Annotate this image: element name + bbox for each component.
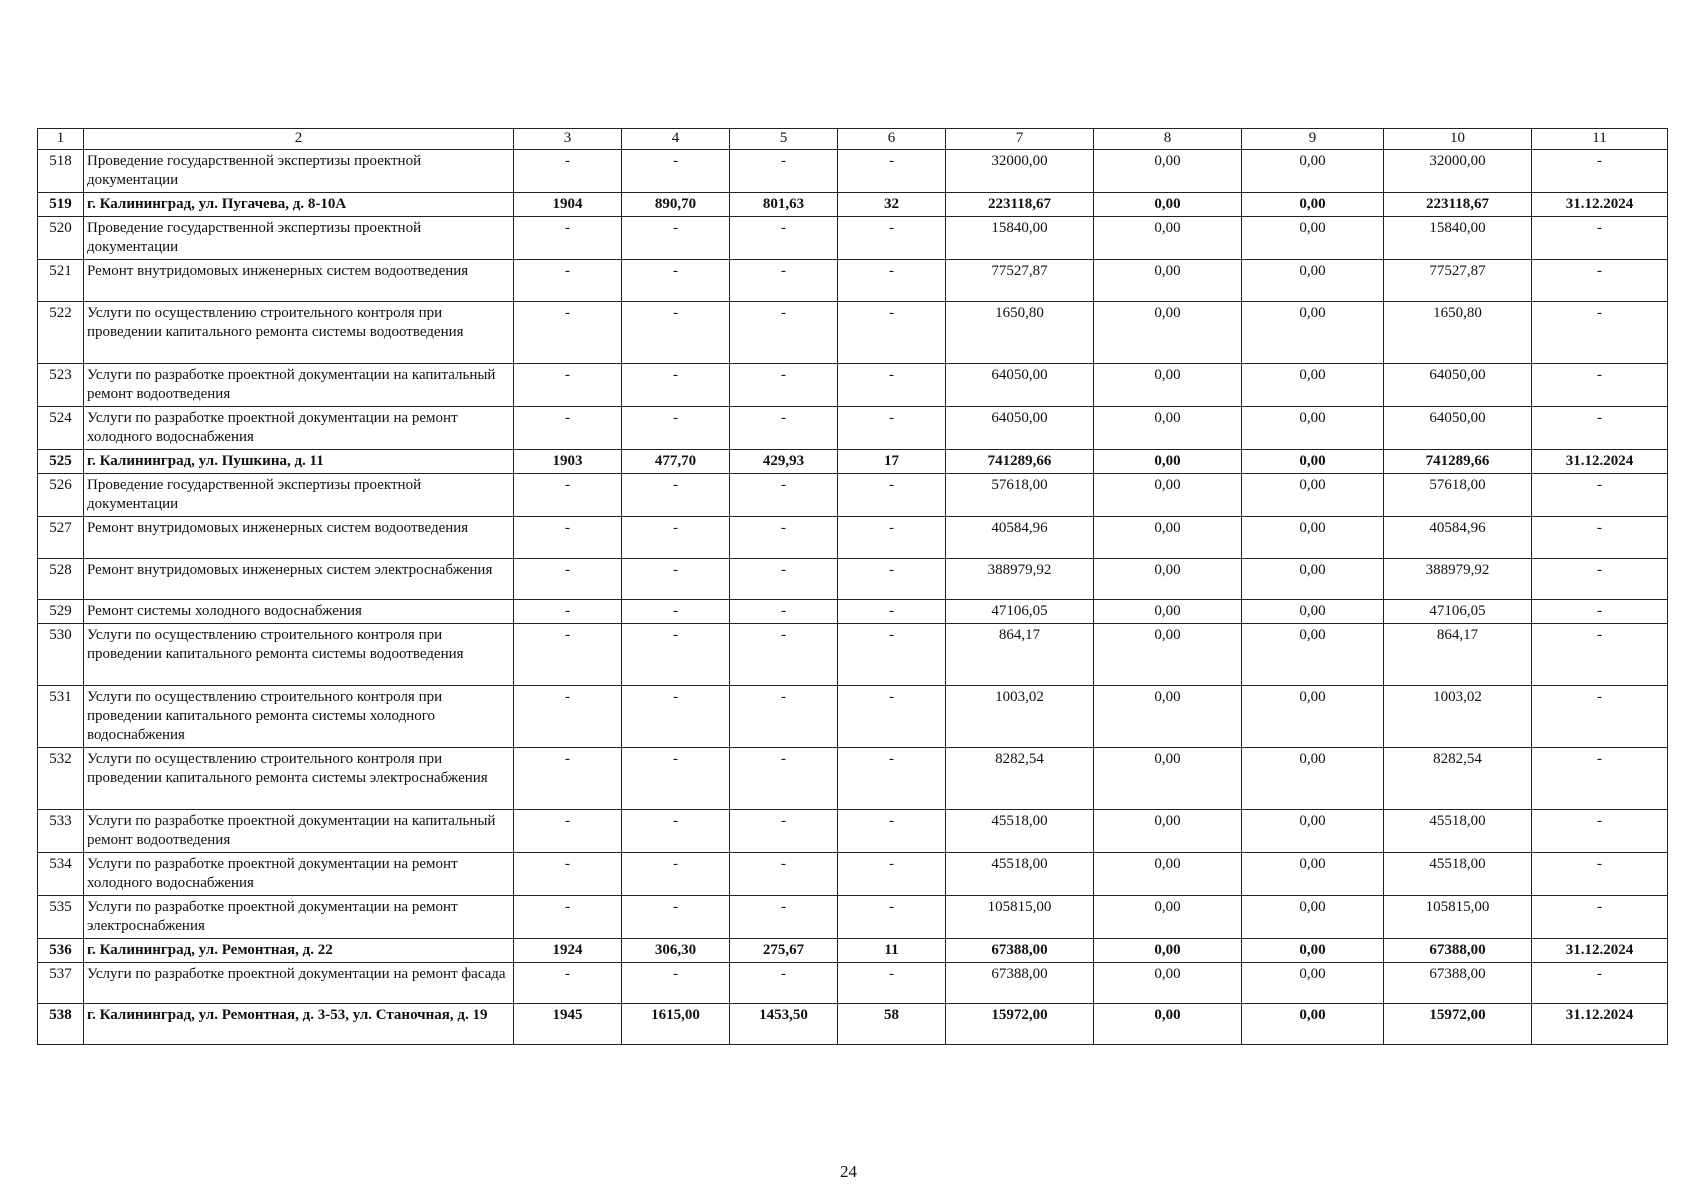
- cell-col3: 1904: [514, 193, 622, 217]
- cell-col6: 32: [838, 193, 946, 217]
- work-name-cell: Ремонт внутридомовых инженерных систем водоотведения: [84, 517, 514, 559]
- cell-col9: 0,00: [1242, 559, 1384, 600]
- cell-col6: -: [838, 686, 946, 748]
- work-name-cell: Проведение государственной экспертизы проектной документации: [84, 217, 514, 260]
- col-header-6: 6: [838, 129, 946, 150]
- col-header-4: 4: [622, 129, 730, 150]
- cell-col10: 77527,87: [1384, 260, 1532, 302]
- cell-col8: 0,00: [1094, 748, 1242, 810]
- cell-col5: -: [730, 517, 838, 559]
- cell-col5: 1453,50: [730, 1004, 838, 1045]
- table-row: [38, 686, 1668, 748]
- row-number-cell: 521: [38, 260, 84, 302]
- cell-col3: -: [514, 624, 622, 686]
- cell-col9: 0,00: [1242, 193, 1384, 217]
- cell-col8: 0,00: [1094, 1004, 1242, 1045]
- cell-col5: -: [730, 748, 838, 810]
- cell-col8: 0,00: [1094, 302, 1242, 364]
- cell-col3: 1945: [514, 1004, 622, 1045]
- cell-col7: 223118,67: [946, 193, 1094, 217]
- table-row: [38, 810, 1668, 853]
- table-row: [38, 939, 1668, 963]
- cell-col9: 0,00: [1242, 517, 1384, 559]
- column-number-header-row: [38, 129, 1668, 150]
- cell-col5: -: [730, 260, 838, 302]
- cell-col9: 0,00: [1242, 600, 1384, 624]
- cell-col7: 105815,00: [946, 896, 1094, 939]
- cell-col11: 31.12.2024: [1532, 1004, 1668, 1045]
- work-name-cell: Ремонт внутридомовых инженерных систем электроснабжения: [84, 559, 514, 600]
- cell-col3: -: [514, 963, 622, 1004]
- row-number-cell: 533: [38, 810, 84, 853]
- cell-col7: 67388,00: [946, 939, 1094, 963]
- address-cell: г. Калининград, ул. Пугачева, д. 8-10А: [84, 193, 514, 217]
- cell-col10: 45518,00: [1384, 810, 1532, 853]
- cell-col8: 0,00: [1094, 450, 1242, 474]
- cell-col10: 105815,00: [1384, 896, 1532, 939]
- cell-col8: 0,00: [1094, 686, 1242, 748]
- cell-col7: 8282,54: [946, 748, 1094, 810]
- cell-col5: -: [730, 896, 838, 939]
- cell-col9: 0,00: [1242, 450, 1384, 474]
- cell-col4: -: [622, 474, 730, 517]
- row-number-cell: 534: [38, 853, 84, 896]
- cell-col8: 0,00: [1094, 407, 1242, 450]
- col-header-11: 11: [1532, 129, 1668, 150]
- cell-col4: -: [622, 963, 730, 1004]
- work-name-cell: Услуги по разработке проектной документации на ремонт холодного водоснабжения: [84, 407, 514, 450]
- cell-col10: 64050,00: [1384, 364, 1532, 407]
- cell-col4: -: [622, 559, 730, 600]
- col-header-5: 5: [730, 129, 838, 150]
- cell-col7: 388979,92: [946, 559, 1094, 600]
- cell-col10: 45518,00: [1384, 853, 1532, 896]
- col-header-3: 3: [514, 129, 622, 150]
- cell-col9: 0,00: [1242, 939, 1384, 963]
- cell-col3: -: [514, 150, 622, 193]
- cell-col11: -: [1532, 260, 1668, 302]
- cell-col6: -: [838, 748, 946, 810]
- cell-col6: -: [838, 217, 946, 260]
- cell-col8: 0,00: [1094, 474, 1242, 517]
- cell-col10: 223118,67: [1384, 193, 1532, 217]
- col-header-2: 2: [84, 129, 514, 150]
- cell-col5: 275,67: [730, 939, 838, 963]
- cell-col9: 0,00: [1242, 748, 1384, 810]
- table-row: [38, 853, 1668, 896]
- cell-col9: 0,00: [1242, 407, 1384, 450]
- cell-col4: -: [622, 150, 730, 193]
- cell-col5: -: [730, 474, 838, 517]
- cell-col8: 0,00: [1094, 600, 1242, 624]
- cell-col10: 64050,00: [1384, 407, 1532, 450]
- cell-col10: 57618,00: [1384, 474, 1532, 517]
- cell-col7: 15972,00: [946, 1004, 1094, 1045]
- cell-col9: 0,00: [1242, 302, 1384, 364]
- cell-col5: -: [730, 624, 838, 686]
- table-row: [38, 260, 1668, 302]
- page-number: 24: [840, 1162, 857, 1181]
- work-name-cell: Услуги по осуществлению строительного контроля при проведении капитального ремонта системы холодного водоснабжения: [84, 686, 514, 748]
- work-name-cell: Услуги по разработке проектной документации на капитальный ремонт водоотведения: [84, 364, 514, 407]
- cell-col3: -: [514, 474, 622, 517]
- cell-col7: 32000,00: [946, 150, 1094, 193]
- cell-col6: 17: [838, 450, 946, 474]
- cell-col11: -: [1532, 896, 1668, 939]
- col-header-10: 10: [1384, 129, 1532, 150]
- cell-col6: -: [838, 963, 946, 1004]
- table-row: [38, 217, 1668, 260]
- cell-col7: 864,17: [946, 624, 1094, 686]
- cell-col6: -: [838, 559, 946, 600]
- cell-col4: 477,70: [622, 450, 730, 474]
- work-name-cell: Услуги по разработке проектной документации на ремонт холодного водоснабжения: [84, 853, 514, 896]
- repair-program-table: [37, 128, 1668, 1045]
- table-row: [38, 150, 1668, 193]
- work-name-cell: Ремонт системы холодного водоснабжения: [84, 600, 514, 624]
- row-number-cell: 526: [38, 474, 84, 517]
- cell-col7: 67388,00: [946, 963, 1094, 1004]
- cell-col10: 47106,05: [1384, 600, 1532, 624]
- cell-col9: 0,00: [1242, 624, 1384, 686]
- cell-col11: -: [1532, 217, 1668, 260]
- cell-col4: -: [622, 853, 730, 896]
- cell-col10: 1003,02: [1384, 686, 1532, 748]
- row-number-cell: 530: [38, 624, 84, 686]
- cell-col5: -: [730, 150, 838, 193]
- cell-col4: 1615,00: [622, 1004, 730, 1045]
- cell-col11: -: [1532, 686, 1668, 748]
- cell-col5: -: [730, 963, 838, 1004]
- work-name-cell: Услуги по осуществлению строительного контроля при проведении капитального ремонта системы водоотведения: [84, 302, 514, 364]
- cell-col6: -: [838, 364, 946, 407]
- table-row: [38, 450, 1668, 474]
- cell-col5: -: [730, 559, 838, 600]
- cell-col9: 0,00: [1242, 217, 1384, 260]
- row-number-cell: 519: [38, 193, 84, 217]
- row-number-cell: 537: [38, 963, 84, 1004]
- address-cell: г. Калининград, ул. Ремонтная, д. 22: [84, 939, 514, 963]
- cell-col3: -: [514, 896, 622, 939]
- cell-col10: 1650,80: [1384, 302, 1532, 364]
- row-number-cell: 523: [38, 364, 84, 407]
- cell-col10: 864,17: [1384, 624, 1532, 686]
- cell-col10: 67388,00: [1384, 963, 1532, 1004]
- cell-col6: -: [838, 810, 946, 853]
- table-row: [38, 748, 1668, 810]
- cell-col5: -: [730, 600, 838, 624]
- cell-col8: 0,00: [1094, 150, 1242, 193]
- row-number-cell: 525: [38, 450, 84, 474]
- cell-col11: -: [1532, 150, 1668, 193]
- cell-col7: 45518,00: [946, 853, 1094, 896]
- cell-col11: 31.12.2024: [1532, 450, 1668, 474]
- col-header-7: 7: [946, 129, 1094, 150]
- table-row: [38, 407, 1668, 450]
- row-number-cell: 529: [38, 600, 84, 624]
- cell-col6: -: [838, 260, 946, 302]
- cell-col3: -: [514, 686, 622, 748]
- cell-col4: -: [622, 517, 730, 559]
- cell-col3: -: [514, 217, 622, 260]
- cell-col11: 31.12.2024: [1532, 939, 1668, 963]
- row-number-cell: 524: [38, 407, 84, 450]
- cell-col4: -: [622, 686, 730, 748]
- cell-col7: 57618,00: [946, 474, 1094, 517]
- cell-col4: -: [622, 624, 730, 686]
- cell-col8: 0,00: [1094, 193, 1242, 217]
- row-number-cell: 536: [38, 939, 84, 963]
- cell-col6: -: [838, 407, 946, 450]
- cell-col3: -: [514, 364, 622, 407]
- cell-col6: -: [838, 517, 946, 559]
- cell-col4: 306,30: [622, 939, 730, 963]
- work-name-cell: Ремонт внутридомовых инженерных систем водоотведения: [84, 260, 514, 302]
- cell-col5: -: [730, 302, 838, 364]
- row-number-cell: 528: [38, 559, 84, 600]
- row-number-cell: 522: [38, 302, 84, 364]
- col-header-1: 1: [38, 129, 84, 150]
- cell-col9: 0,00: [1242, 686, 1384, 748]
- address-cell: г. Калининград, ул. Ремонтная, д. 3-53, ул. Станочная, д. 19: [84, 1004, 514, 1045]
- cell-col10: 15840,00: [1384, 217, 1532, 260]
- cell-col10: 32000,00: [1384, 150, 1532, 193]
- cell-col6: -: [838, 853, 946, 896]
- cell-col10: 15972,00: [1384, 1004, 1532, 1045]
- cell-col8: 0,00: [1094, 559, 1242, 600]
- cell-col4: -: [622, 600, 730, 624]
- cell-col5: 429,93: [730, 450, 838, 474]
- address-cell: г. Калининград, ул. Пушкина, д. 11: [84, 450, 514, 474]
- cell-col3: -: [514, 407, 622, 450]
- cell-col7: 77527,87: [946, 260, 1094, 302]
- table-row: [38, 193, 1668, 217]
- cell-col11: -: [1532, 517, 1668, 559]
- cell-col9: 0,00: [1242, 364, 1384, 407]
- row-number-cell: 538: [38, 1004, 84, 1045]
- cell-col9: 0,00: [1242, 260, 1384, 302]
- cell-col11: -: [1532, 364, 1668, 407]
- cell-col6: -: [838, 302, 946, 364]
- cell-col3: -: [514, 748, 622, 810]
- cell-col7: 40584,96: [946, 517, 1094, 559]
- cell-col7: 64050,00: [946, 364, 1094, 407]
- cell-col3: 1903: [514, 450, 622, 474]
- cell-col3: -: [514, 517, 622, 559]
- row-number-cell: 518: [38, 150, 84, 193]
- cell-col9: 0,00: [1242, 963, 1384, 1004]
- col-header-9: 9: [1242, 129, 1384, 150]
- cell-col11: 31.12.2024: [1532, 193, 1668, 217]
- cell-col4: -: [622, 748, 730, 810]
- cell-col4: -: [622, 260, 730, 302]
- cell-col9: 0,00: [1242, 810, 1384, 853]
- cell-col8: 0,00: [1094, 810, 1242, 853]
- work-name-cell: Услуги по осуществлению строительного контроля при проведении капитального ремонта системы электроснабжения: [84, 748, 514, 810]
- work-name-cell: Проведение государственной экспертизы проектной документации: [84, 150, 514, 193]
- cell-col4: -: [622, 217, 730, 260]
- cell-col7: 1003,02: [946, 686, 1094, 748]
- cell-col8: 0,00: [1094, 853, 1242, 896]
- cell-col4: -: [622, 302, 730, 364]
- cell-col11: -: [1532, 559, 1668, 600]
- cell-col11: -: [1532, 302, 1668, 364]
- cell-col9: 0,00: [1242, 853, 1384, 896]
- cell-col6: -: [838, 600, 946, 624]
- row-number-cell: 520: [38, 217, 84, 260]
- cell-col4: -: [622, 896, 730, 939]
- cell-col7: 64050,00: [946, 407, 1094, 450]
- cell-col11: -: [1532, 407, 1668, 450]
- work-name-cell: Услуги по разработке проектной документации на ремонт фасада: [84, 963, 514, 1004]
- row-number-cell: 535: [38, 896, 84, 939]
- cell-col4: 890,70: [622, 193, 730, 217]
- cell-col10: 388979,92: [1384, 559, 1532, 600]
- cell-col11: -: [1532, 474, 1668, 517]
- cell-col5: 801,63: [730, 193, 838, 217]
- cell-col8: 0,00: [1094, 517, 1242, 559]
- cell-col3: -: [514, 302, 622, 364]
- cell-col6: -: [838, 474, 946, 517]
- cell-col3: -: [514, 810, 622, 853]
- cell-col8: 0,00: [1094, 260, 1242, 302]
- cell-col9: 0,00: [1242, 474, 1384, 517]
- cell-col10: 67388,00: [1384, 939, 1532, 963]
- cell-col10: 741289,66: [1384, 450, 1532, 474]
- cell-col3: -: [514, 600, 622, 624]
- table-row: [38, 517, 1668, 559]
- cell-col4: -: [622, 407, 730, 450]
- cell-col9: 0,00: [1242, 1004, 1384, 1045]
- table-row: [38, 963, 1668, 1004]
- cell-col4: -: [622, 810, 730, 853]
- cell-col3: -: [514, 853, 622, 896]
- table-row: [38, 896, 1668, 939]
- cell-col8: 0,00: [1094, 963, 1242, 1004]
- row-number-cell: 531: [38, 686, 84, 748]
- cell-col11: -: [1532, 853, 1668, 896]
- row-number-cell: 532: [38, 748, 84, 810]
- row-number-cell: 527: [38, 517, 84, 559]
- cell-col6: 58: [838, 1004, 946, 1045]
- cell-col10: 40584,96: [1384, 517, 1532, 559]
- work-name-cell: Услуги по разработке проектной документации на капитальный ремонт водоотведения: [84, 810, 514, 853]
- table-row: [38, 302, 1668, 364]
- cell-col5: -: [730, 364, 838, 407]
- cell-col7: 45518,00: [946, 810, 1094, 853]
- table-row: [38, 624, 1668, 686]
- work-name-cell: Услуги по осуществлению строительного контроля при проведении капитального ремонта системы водоотведения: [84, 624, 514, 686]
- cell-col8: 0,00: [1094, 217, 1242, 260]
- work-name-cell: Проведение государственной экспертизы проектной документации: [84, 474, 514, 517]
- cell-col6: -: [838, 896, 946, 939]
- cell-col7: 1650,80: [946, 302, 1094, 364]
- cell-col9: 0,00: [1242, 150, 1384, 193]
- col-header-8: 8: [1094, 129, 1242, 150]
- cell-col6: -: [838, 624, 946, 686]
- cell-col5: -: [730, 686, 838, 748]
- cell-col8: 0,00: [1094, 624, 1242, 686]
- cell-col3: -: [514, 559, 622, 600]
- repair-program-table-container: [37, 128, 1667, 1045]
- cell-col5: -: [730, 217, 838, 260]
- table-row: [38, 559, 1668, 600]
- cell-col3: 1924: [514, 939, 622, 963]
- table-body: [38, 150, 1668, 1045]
- cell-col11: -: [1532, 748, 1668, 810]
- cell-col5: -: [730, 810, 838, 853]
- cell-col8: 0,00: [1094, 896, 1242, 939]
- cell-col8: 0,00: [1094, 364, 1242, 407]
- cell-col7: 15840,00: [946, 217, 1094, 260]
- cell-col11: -: [1532, 810, 1668, 853]
- cell-col5: -: [730, 853, 838, 896]
- cell-col5: -: [730, 407, 838, 450]
- cell-col11: -: [1532, 963, 1668, 1004]
- cell-col7: 47106,05: [946, 600, 1094, 624]
- table-row: [38, 1004, 1668, 1045]
- cell-col11: -: [1532, 624, 1668, 686]
- cell-col6: -: [838, 150, 946, 193]
- cell-col9: 0,00: [1242, 896, 1384, 939]
- cell-col4: -: [622, 364, 730, 407]
- cell-col8: 0,00: [1094, 939, 1242, 963]
- cell-col7: 741289,66: [946, 450, 1094, 474]
- work-name-cell: Услуги по разработке проектной документации на ремонт электроснабжения: [84, 896, 514, 939]
- table-row: [38, 600, 1668, 624]
- cell-col6: 11: [838, 939, 946, 963]
- cell-col3: -: [514, 260, 622, 302]
- cell-col10: 8282,54: [1384, 748, 1532, 810]
- cell-col11: -: [1532, 600, 1668, 624]
- table-row: [38, 474, 1668, 517]
- table-row: [38, 364, 1668, 407]
